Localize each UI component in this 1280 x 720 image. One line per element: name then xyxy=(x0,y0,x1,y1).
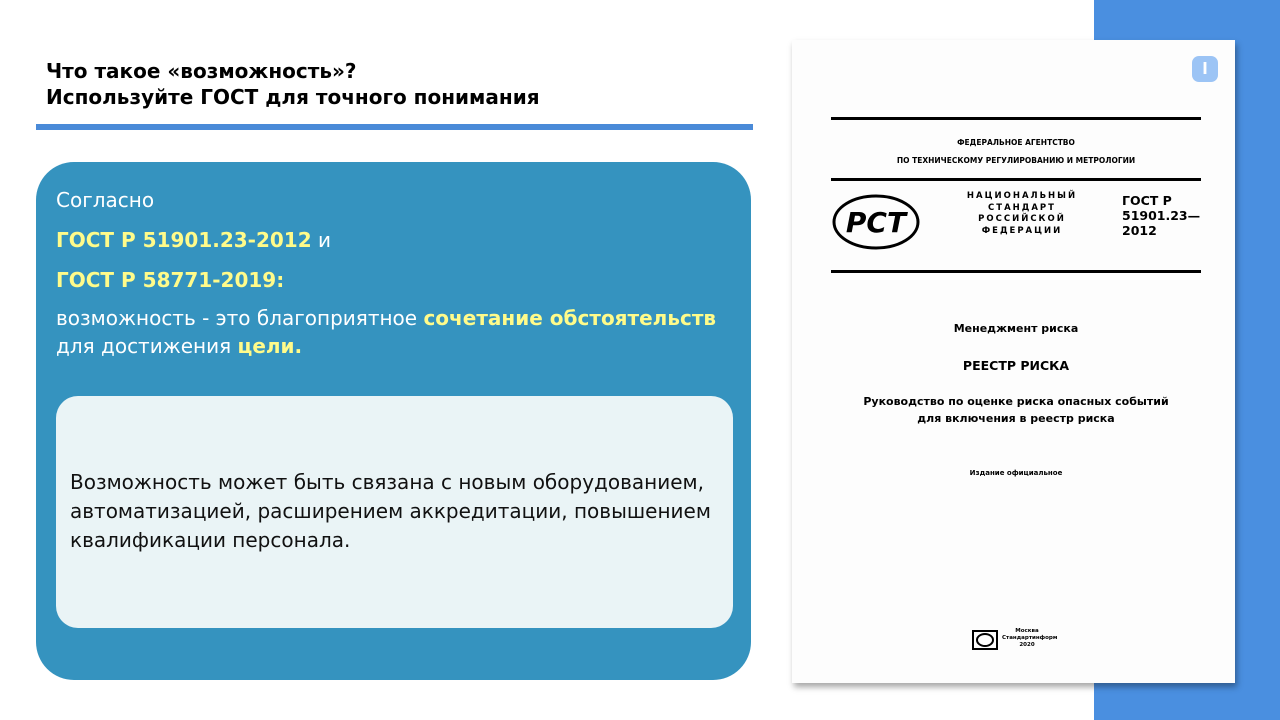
definition-part-2: для достижения xyxy=(56,334,238,358)
definition-card xyxy=(36,162,751,680)
slide-title xyxy=(46,58,540,110)
intro-text: Согласно xyxy=(56,188,155,212)
agency-line-1: ФЕДЕРАЛЬНОЕ АГЕНТСТВО xyxy=(957,138,1075,147)
agency-line-2: ПО ТЕХНИЧЕСКОМУ РЕГУЛИРОВАНИЮ И МЕТРОЛОГИИ xyxy=(896,156,1136,165)
publisher-name: Стандартинформ xyxy=(1002,635,1058,641)
example-note-text: Возможность может быть связана с новым оборудованием, автоматизацией, расширением аккредитации, повышением квалификации персонала. xyxy=(70,470,711,552)
agency-name xyxy=(831,134,1201,170)
rst-logo-icon xyxy=(832,194,920,250)
document-edition: Издание официальное xyxy=(969,469,1063,477)
definition-part-1: возможность - это благоприятное xyxy=(56,306,424,330)
gost-reference-2-line xyxy=(56,260,736,300)
gost-reference-2: ГОСТ Р 58771-2019: xyxy=(56,268,285,292)
slide-title-line-2: Используйте ГОСТ для точного понимания xyxy=(46,85,540,109)
document-rule-3 xyxy=(831,270,1201,273)
national-line-1: НАЦИОНАЛЬНЫЙ xyxy=(966,191,1078,201)
national-line-2: СТАНДАРТ xyxy=(988,202,1056,213)
example-note-box xyxy=(56,396,733,628)
document-top-rule xyxy=(831,117,1201,120)
gost-number-line-1: ГОСТ Р xyxy=(1122,193,1172,208)
svg-text:PCT: PCT xyxy=(845,206,907,239)
definition-text-block xyxy=(56,180,736,360)
publisher-year: 2020 xyxy=(1019,642,1035,648)
national-line-4: ФЕДЕРАЦИИ xyxy=(981,225,1063,236)
app-badge-icon[interactable]: l xyxy=(1192,56,1218,82)
document-subtitle-line-2: для включения в реестр риска xyxy=(917,412,1115,425)
gost-reference-1-line xyxy=(56,220,736,260)
publisher-logo-icon xyxy=(972,630,998,650)
gost-reference-1: ГОСТ Р 51901.23-2012 xyxy=(56,228,312,252)
document-title: РЕЕСТР РИСКА xyxy=(962,358,1070,373)
slide-title-line-1: Что такое «возможность»? xyxy=(46,59,357,83)
gost-document-cover xyxy=(792,40,1235,683)
gost-number xyxy=(1122,193,1200,238)
title-underline xyxy=(36,124,753,130)
publisher-city: Москва xyxy=(1015,628,1039,634)
document-rule-2 xyxy=(831,178,1201,181)
gost-number-line-2: 51901.23— xyxy=(1122,208,1201,223)
definition-sentence xyxy=(56,304,736,360)
national-standard-label xyxy=(942,191,1102,237)
gost-number-line-3: 2012 xyxy=(1122,223,1157,238)
document-subtitle xyxy=(831,393,1201,427)
definition-highlight-2: цели. xyxy=(237,334,303,358)
publisher-info xyxy=(1002,628,1058,649)
conjunction-text: и xyxy=(311,228,331,252)
national-line-3: РОССИЙСКОЙ xyxy=(978,214,1066,224)
definition-highlight-1: сочетание обстоятельств xyxy=(423,306,717,330)
document-subject: Менеджмент риска xyxy=(953,322,1079,335)
document-subtitle-line-1: Руководство по оценке риска опасных событий xyxy=(863,395,1169,408)
